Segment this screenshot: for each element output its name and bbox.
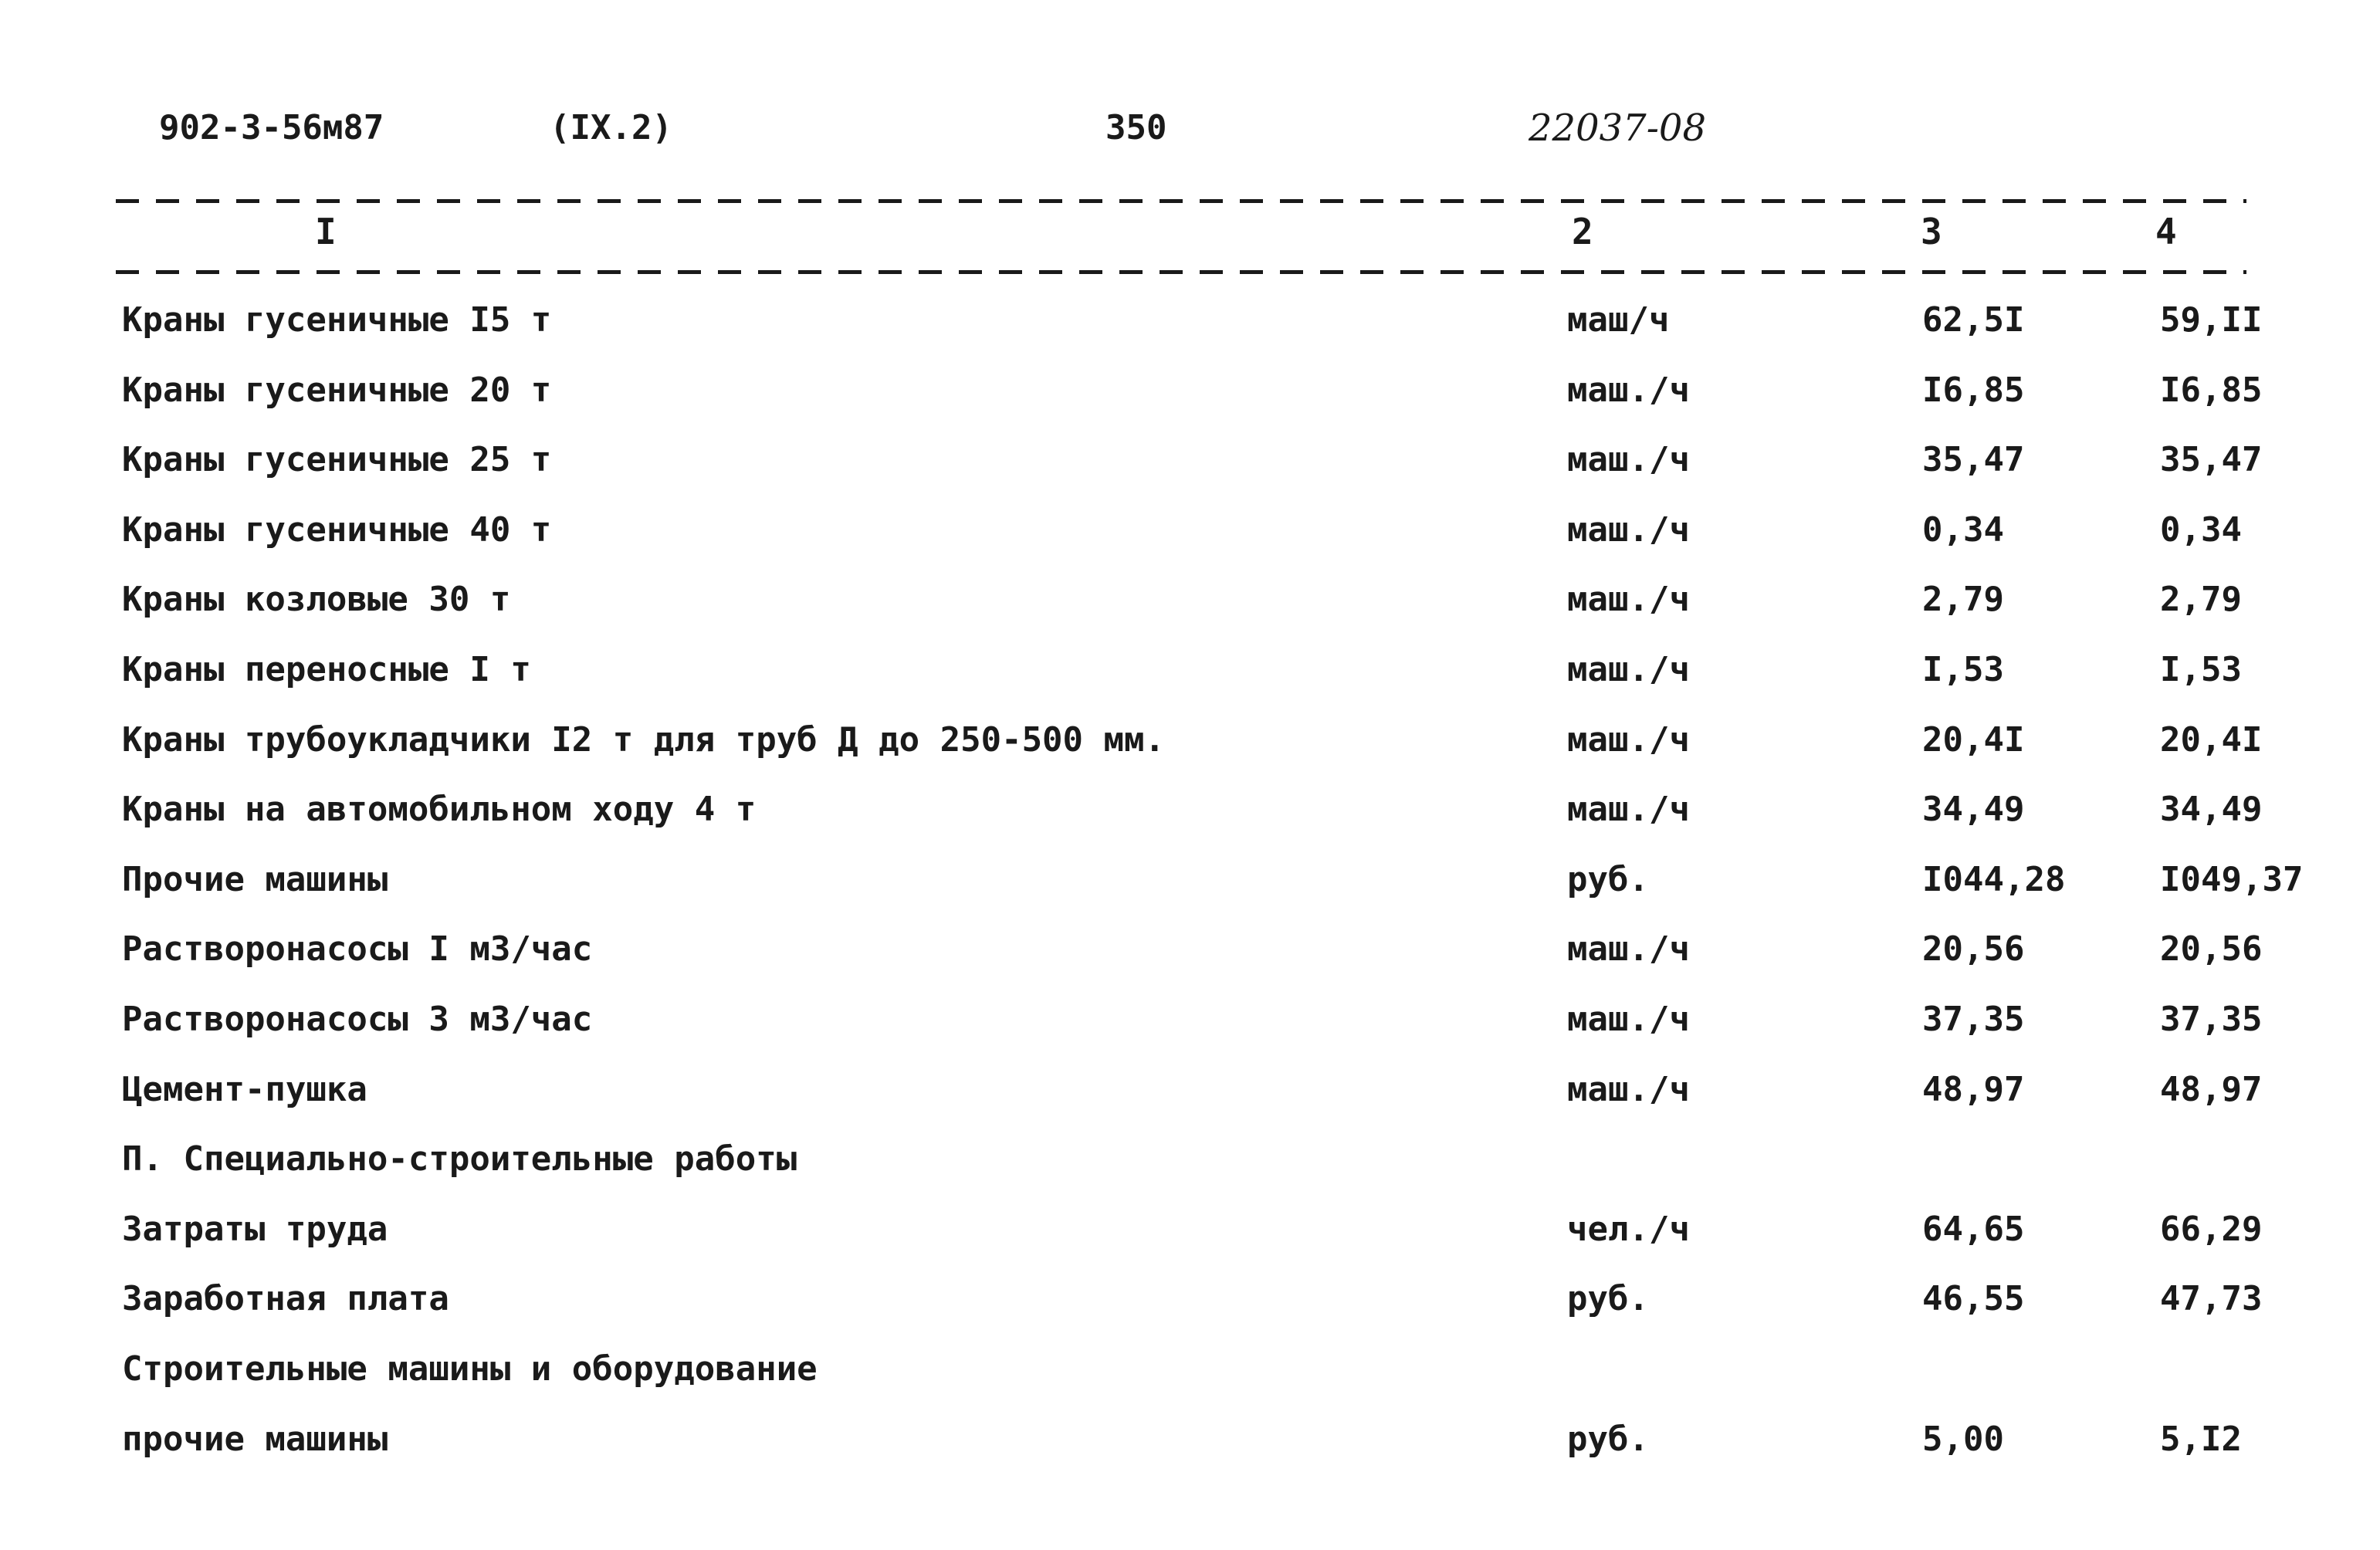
row-value-col3: 0,34 xyxy=(1922,509,2004,550)
row-unit: маш./ч xyxy=(1567,649,1690,689)
row-value-col4: 20,56 xyxy=(2160,929,2263,970)
table-row xyxy=(0,1067,2380,1137)
row-unit: маш./ч xyxy=(1567,790,1690,830)
row-unit: маш./ч xyxy=(1567,440,1690,480)
row-name: Строительные машины и оборудование xyxy=(122,1349,818,1389)
row-name: Краны переносные I т xyxy=(122,649,531,689)
table-row xyxy=(0,857,2380,927)
inventory-number: 22037-08 xyxy=(1529,107,1706,150)
table-row xyxy=(0,1416,2380,1487)
row-value-col4: 37,35 xyxy=(2160,999,2263,1039)
table-row xyxy=(0,1206,2380,1277)
row-value-col3: 34,49 xyxy=(1922,790,2025,830)
row-name: Краны гусеничные 40 т xyxy=(122,509,552,550)
row-unit: маш./ч xyxy=(1567,999,1690,1039)
table-row xyxy=(0,787,2380,857)
table-body xyxy=(0,297,2380,1486)
document-code: 902-3-56м87 xyxy=(159,108,384,147)
table-row xyxy=(0,437,2380,507)
row-name: П. Специально-строительные работы xyxy=(122,1139,797,1179)
row-value-col3: 64,65 xyxy=(1922,1209,2025,1249)
row-value-col3: 20,56 xyxy=(1922,929,2025,970)
table-row xyxy=(0,926,2380,997)
row-unit: маш./ч xyxy=(1567,929,1690,970)
column-header-2: 2 xyxy=(1572,211,1593,252)
row-name: Краны гусеничные I5 т xyxy=(122,300,552,340)
table-top-rule xyxy=(116,199,2246,203)
row-value-col4: 0,34 xyxy=(2160,509,2242,550)
row-value-col3: 2,79 xyxy=(1922,580,2004,620)
row-unit: руб. xyxy=(1567,859,1649,899)
row-value-col3: I,53 xyxy=(1922,649,2004,689)
row-name: прочие машины xyxy=(122,1419,388,1459)
row-name: Краны на автомобильном ходу 4 т xyxy=(122,790,757,830)
section-code: (IX.2) xyxy=(550,108,672,147)
row-unit: маш./ч xyxy=(1567,509,1690,550)
row-value-col4: 34,49 xyxy=(2160,790,2263,830)
row-value-col3: I044,28 xyxy=(1922,859,2066,899)
row-value-col3: 48,97 xyxy=(1922,1069,2025,1109)
row-name: Растворонасосы 3 м3/час xyxy=(122,999,593,1039)
row-value-col4: 66,29 xyxy=(2160,1209,2263,1249)
table-row xyxy=(0,997,2380,1067)
row-value-col4: 35,47 xyxy=(2160,440,2263,480)
row-unit: маш./ч xyxy=(1567,1069,1690,1109)
table-row xyxy=(0,367,2380,438)
row-value-col4: 59,II xyxy=(2160,300,2263,340)
table-row xyxy=(0,507,2380,577)
row-value-col4: 48,97 xyxy=(2160,1069,2263,1109)
row-name: Затраты труда xyxy=(122,1209,388,1249)
row-name: Цемент-пушка xyxy=(122,1069,367,1109)
row-value-col3: 20,4I xyxy=(1922,719,2025,760)
row-value-col4: 20,4I xyxy=(2160,719,2263,760)
row-value-col4: I6,85 xyxy=(2160,370,2263,410)
row-value-col3: 62,5I xyxy=(1922,300,2025,340)
row-name: Краны трубоукладчики I2 т для труб Д до 250-500 мм. xyxy=(122,719,1166,760)
column-header-1: I xyxy=(315,211,337,252)
row-value-col3: 35,47 xyxy=(1922,440,2025,480)
row-unit: маш/ч xyxy=(1567,300,1670,340)
row-name: Заработная плата xyxy=(122,1279,449,1319)
row-value-col4: I,53 xyxy=(2160,649,2242,689)
row-value-col4: 2,79 xyxy=(2160,580,2242,620)
row-name: Прочие машины xyxy=(122,859,388,899)
table-row xyxy=(0,717,2380,787)
row-name: Краны гусеничные 20 т xyxy=(122,370,552,410)
row-value-col3: 5,00 xyxy=(1922,1419,2004,1459)
row-name: Краны гусеничные 25 т xyxy=(122,440,552,480)
row-unit: маш./ч xyxy=(1567,370,1690,410)
row-unit: руб. xyxy=(1567,1419,1649,1459)
row-value-col3: I6,85 xyxy=(1922,370,2025,410)
row-unit: маш./ч xyxy=(1567,580,1690,620)
table-row xyxy=(0,1346,2380,1416)
row-value-col3: 37,35 xyxy=(1922,999,2025,1039)
column-header-3: 3 xyxy=(1921,211,1942,252)
column-header-4: 4 xyxy=(2155,211,2177,252)
row-name: Растворонасосы I м3/час xyxy=(122,929,593,970)
row-value-col4: I049,37 xyxy=(2160,859,2304,899)
row-unit: руб. xyxy=(1567,1279,1649,1319)
table-row xyxy=(0,297,2380,367)
row-value-col4: 47,73 xyxy=(2160,1279,2263,1319)
table-row xyxy=(0,1276,2380,1346)
header-bottom-rule xyxy=(116,270,2246,274)
row-value-col3: 46,55 xyxy=(1922,1279,2025,1319)
row-unit: чел./ч xyxy=(1567,1209,1690,1249)
table-row xyxy=(0,1136,2380,1206)
table-row xyxy=(0,647,2380,717)
row-name: Краны козловые 30 т xyxy=(122,580,511,620)
row-unit: маш./ч xyxy=(1567,719,1690,760)
page-number: 350 xyxy=(1105,108,1167,147)
table-row xyxy=(0,577,2380,647)
row-value-col4: 5,I2 xyxy=(2160,1419,2242,1459)
